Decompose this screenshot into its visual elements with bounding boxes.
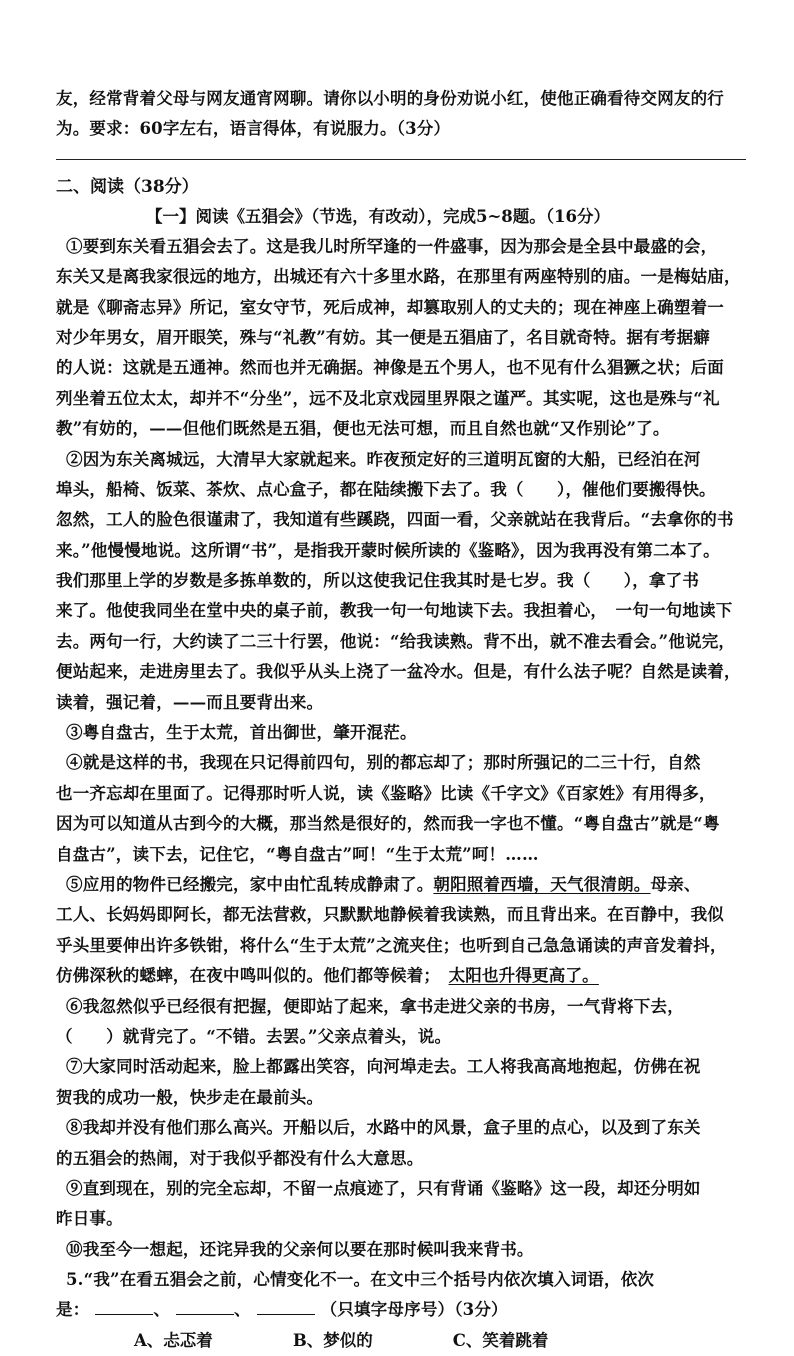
underlined-sentence: 太阳也升得更高了。 xyxy=(448,966,599,986)
option-a: A、忐忑着 xyxy=(134,1330,213,1350)
passage-line: 也一齐忘却在里面了。记得那时听人说，读《鉴略》比读《千字文》《百家姓》有用得多， xyxy=(56,783,716,803)
passage-line: （ ）就背完了。“不错。去罢。”父亲点着头，说。 xyxy=(56,1026,452,1046)
passage-line: 昨日事。 xyxy=(56,1209,123,1229)
passage-line: 埠头，船椅、饭菜、茶炊、点心盒子，都在陆续搬下去了。我（ ），催他们要搬得快。 xyxy=(56,479,716,499)
sub-title: 【一】阅读《五猖会》（节选，有改动），完成5~8题。（16分） xyxy=(146,206,610,226)
passage-line: ⑥我忽然似乎已经很有把握，便即站了起来，拿书走进父亲的书房，一气背将下去， xyxy=(66,996,684,1016)
passage xyxy=(56,232,746,1265)
underlined-sentence: 朝阳照着西墙，天气很清朗。 xyxy=(433,874,651,894)
passage-line: 对少年男女，眉开眼笑，殊与“礼教”有妨。其一便是五猖庙了，名目就奇特。据有考据癖 xyxy=(56,327,710,347)
passage-line: 就是《聊斋志异》所记，室女守节，死后成神，却篡取别人的丈夫的；现在神座上确塑着一 xyxy=(56,297,724,317)
passage-line: 自盘古”，读下去，记住它，“粤自盘古”呵！“生于太荒”呵！…… xyxy=(56,844,539,864)
passage-line: 我们那里上学的岁数是多拣单数的，所以这使我记住我其时是七岁。我（ ），拿了书 xyxy=(56,571,700,591)
passage-line: ⑧我却并没有他们那么高兴。开船以后，水路中的风景，盒子里的点心，以及到了东关 xyxy=(66,1118,701,1138)
passage-line: 的五猖会的热闹，对于我似乎都没有什么大意思。 xyxy=(56,1148,424,1168)
passage-line: ⑩我至今一想起，还诧异我的父亲何以要在那时候叫我来背书。 xyxy=(66,1239,534,1259)
answer-blank-2[interactable] xyxy=(176,1298,234,1315)
passage-line: 乎头里要伸出许多铁钳，将什么“生于太荒”之流夹住；也听到自己急急诵读的声音发着抖， xyxy=(56,935,727,955)
passage-line: ⑤应用的物件已经搬完，家中由忙乱转成静肃了。朝阳照着西墙，天气很清朗。母亲、 xyxy=(66,874,701,894)
passage-line: 仿佛深秋的蟋蟀，在夜中鸣叫似的。他们都等候着； 太阳也升得更高了。 xyxy=(56,966,599,986)
intro-line: 友，经常背着父母与网友通宵网聊。请你以小明的身份劝说小红，使他正确看待交网友的行 xyxy=(56,89,724,108)
intro-line: 为。要求：60字左右，语言得体，有说服力。（3分） xyxy=(56,119,451,139)
blank-separator: 、 xyxy=(153,1300,171,1320)
section-title: 二、阅读（38分） xyxy=(56,176,199,197)
blank-separator: 、 xyxy=(234,1300,251,1320)
passage-line-underlined: 忽然，工人的脸色很谨肃了，我知道有些蹊跷，四面一看，父亲就站在我背后。“去拿你的书 xyxy=(56,510,734,530)
passage-line: 来了。他使我同坐在堂中央的桌子前，教我一句一句地读下去。我担着心， 一句一句地读下 xyxy=(56,601,733,621)
passage-line: ①要到东关看五猖会去了。这是我儿时所罕逢的一件盛事，因为那会是全县中最盛的会， xyxy=(66,236,718,256)
answer-blank-1[interactable] xyxy=(95,1298,153,1315)
passage-line: 读着，强记着，——而且要背出来。 xyxy=(56,692,324,712)
option-c: C、笑着跳着 xyxy=(452,1330,549,1350)
passage-line: 便站起来，走进房里去了。我似乎从头上浇了一盆冷水。但是，有什么法子呢？自然是读着， xyxy=(56,662,741,682)
passage-line: ④就是这样的书，我现在只记得前四句，别的都忘却了；那时所强记的二三十行，自然 xyxy=(66,753,701,773)
passage-line: 工人、长妈妈即阿长，都无法营救，只默默地静候着我读熟，而且背出来。在百静中，我似 xyxy=(56,905,724,925)
answer-blank-3[interactable] xyxy=(257,1298,315,1315)
question-5-stem: 5.“我”在看五猖会之前，心情变化不一。在文中三个括号内依次填入词语，依次 xyxy=(66,1270,655,1290)
question-5-blanks xyxy=(56,1295,746,1325)
question-intro xyxy=(56,84,746,145)
question-5-prefix: 是： xyxy=(56,1300,90,1320)
passage-line: ⑨直到现在，别的完全忘却，不留一点痕迹了，只有背诵《鉴略》这一段，却还分明如 xyxy=(66,1178,701,1198)
question-5-options xyxy=(56,1326,746,1356)
exam-page xyxy=(56,84,746,1356)
passage-line: 东关又是离我家很远的地方，出城还有六十多里水路，在那里有两座特别的庙。一是梅姑庙， xyxy=(56,267,741,287)
option-b: B、梦似的 xyxy=(292,1330,373,1350)
answer-line xyxy=(56,159,746,160)
passage-line: ③粤自盘古，生于太荒，首出御世，肇开混茫。 xyxy=(66,723,417,743)
passage-line: 贺我的成功一般，快步走在最前头。 xyxy=(56,1087,324,1107)
passage-line: 列坐着五位太太，却并不“分坐”，远不及北京戏园里界限之谨严。其实呢，这也是殊与“礼 xyxy=(56,388,720,408)
passage-line: 去。两句一行，大约读了二三十行罢，他说：“给我读熟。背不出，就不准去看会。”他说完， xyxy=(56,631,736,651)
question-5-suffix: （只填字母序号）（3分） xyxy=(320,1300,508,1320)
question-5 xyxy=(56,1265,746,1356)
passage-line: ⑦大家同时活动起来，脸上都露出笑容，向河埠走去。工人将我高高地抱起，仿佛在祝 xyxy=(66,1057,701,1077)
passage-line: 因为可以知道从古到今的大概，那当然是很好的，然而我一字也不懂。“粤自盘古”就是“粤 xyxy=(56,814,720,834)
passage-line: 的人说：这就是五通神。然而也并无确据。神像是五个男人，也不见有什么猖獗之状；后面 xyxy=(56,358,724,378)
passage-line: 教”有妨的，——但他们既然是五猖，便也无法可想，而且自然也就“又作别论”了。 xyxy=(56,419,670,439)
passage-line: 来。”他慢慢地说。这所谓“书”，是指我开蒙时候所读的《鉴略》，因为我再没有第二本了。 xyxy=(56,540,720,560)
passage-line: ②因为东关离城远，大清早大家就起来。昨夜预定好的三道明瓦窗的大船，已经泊在河 xyxy=(66,449,701,469)
